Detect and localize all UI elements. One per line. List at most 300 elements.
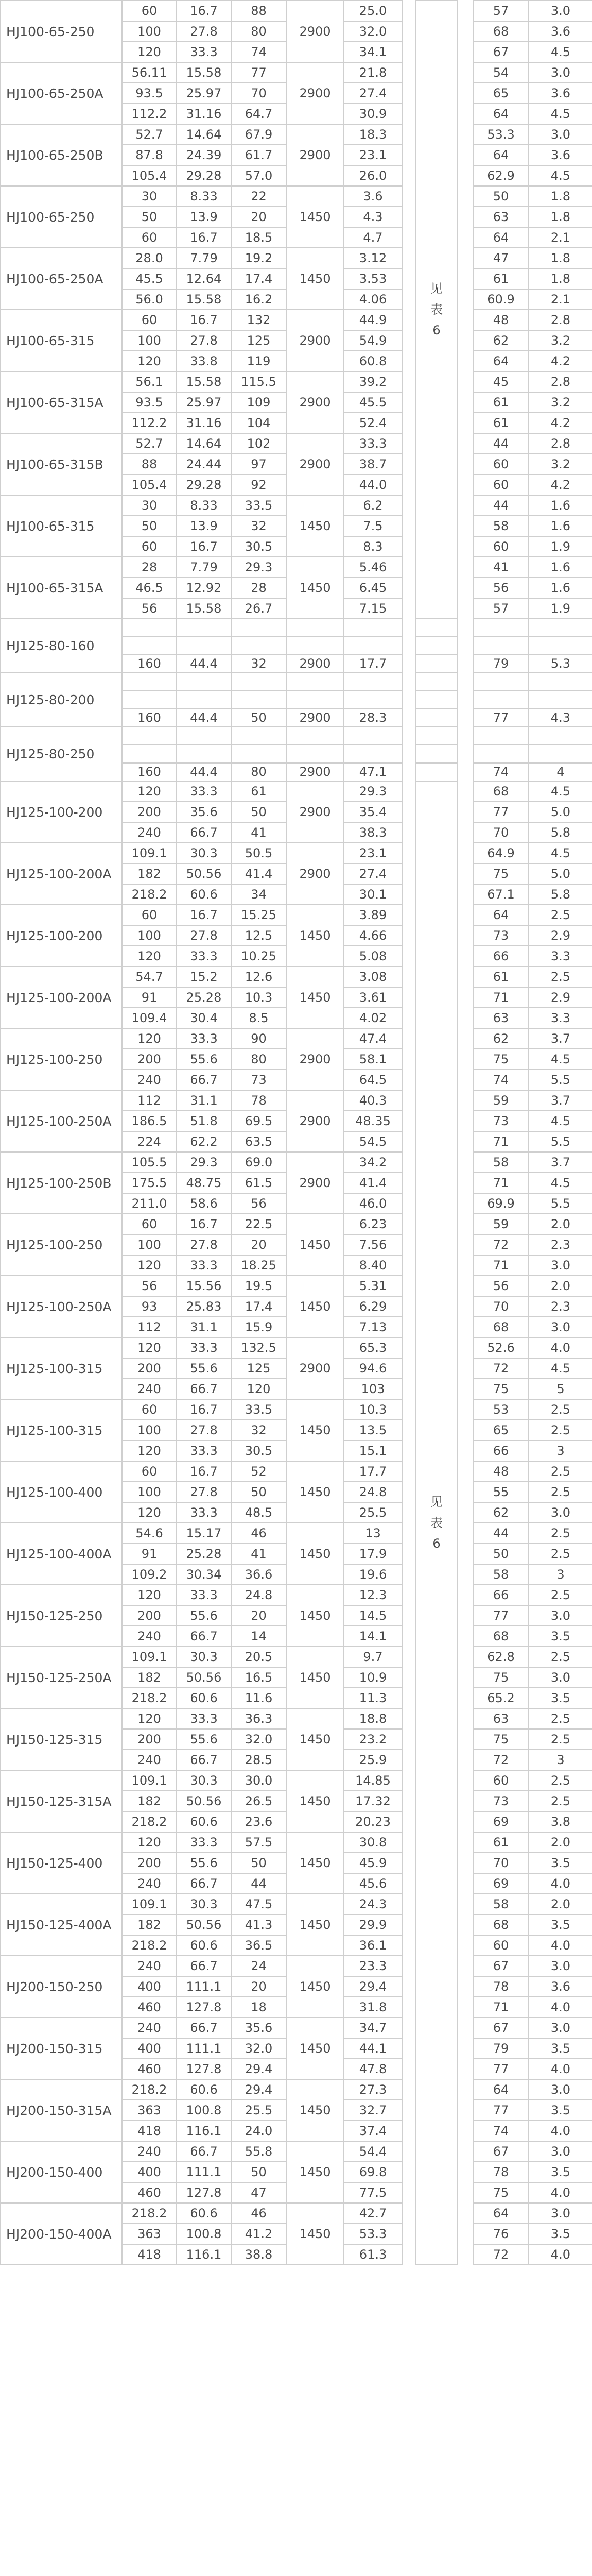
head-cell: 35.6 (231, 2018, 286, 2038)
flow-m3h-cell: 46.5 (122, 578, 177, 598)
spacer-cell (458, 802, 473, 822)
head-cell (231, 637, 286, 655)
speed-cell (286, 727, 344, 745)
spacer-cell (458, 186, 473, 207)
spacer-cell (402, 691, 415, 709)
spacer-cell (458, 1585, 473, 1605)
spacer-cell (402, 2038, 415, 2059)
flow-m3h-cell: 240 (122, 1956, 177, 1976)
npsh-cell: 4.5 (529, 843, 592, 863)
speed-cell: 1450 (286, 905, 344, 967)
flow-ls-cell: 55.6 (177, 1853, 231, 1873)
model-cell: HJ100-65-315B (1, 433, 122, 495)
head-cell: 78 (231, 1090, 286, 1111)
efficiency-cell: 62.8 (473, 1647, 529, 1667)
spacer-cell (458, 1214, 473, 1234)
spacer-cell (458, 1729, 473, 1750)
npsh-cell: 2.5 (529, 1708, 592, 1729)
speed-cell: 2900 (286, 763, 344, 781)
flow-m3h-cell: 240 (122, 1750, 177, 1770)
note-glyph: 表 (430, 302, 443, 317)
npsh-cell: 3.0 (529, 2141, 592, 2162)
efficiency-cell: 63 (473, 1008, 529, 1028)
flow-ls-cell: 30.3 (177, 1770, 231, 1791)
npsh-cell: 4.0 (529, 1873, 592, 1894)
head-cell: 20 (231, 207, 286, 227)
spacer-cell (402, 1647, 415, 1667)
power-cell: 29.9 (344, 1914, 402, 1935)
npsh-cell: 3.0 (529, 1667, 592, 1688)
flow-ls-cell: 33.3 (177, 1255, 231, 1276)
flow-m3h-cell: 54.6 (122, 1523, 177, 1544)
power-cell (344, 727, 402, 745)
npsh-cell: 3.5 (529, 2038, 592, 2059)
speed-cell: 1450 (286, 1461, 344, 1523)
efficiency-cell: 72 (473, 2244, 529, 2265)
model-cell: HJ125-100-400A (1, 1523, 122, 1585)
flow-m3h-cell: 418 (122, 2244, 177, 2265)
head-cell: 47 (231, 2182, 286, 2203)
npsh-cell: 3.0 (529, 62, 592, 83)
table-row (1, 1152, 592, 1173)
spacer-cell (402, 2141, 415, 2162)
flow-ls-cell: 127.8 (177, 2059, 231, 2079)
flow-m3h-cell: 218.2 (122, 1935, 177, 1956)
flow-m3h-cell: 109.1 (122, 843, 177, 863)
spacer-cell (458, 1296, 473, 1317)
flow-ls-cell: 27.8 (177, 1482, 231, 1502)
npsh-cell: 3.5 (529, 2100, 592, 2121)
flow-ls-cell: 24.39 (177, 145, 231, 165)
empty-cell (415, 691, 458, 709)
speed-cell: 1450 (286, 1894, 344, 1956)
spacer-cell (402, 1070, 415, 1090)
efficiency-cell: 73 (473, 1111, 529, 1131)
head-cell: 32 (231, 516, 286, 536)
efficiency-cell: 44 (473, 495, 529, 516)
flow-m3h-cell: 120 (122, 1337, 177, 1358)
flow-ls-cell: 33.8 (177, 351, 231, 371)
head-cell: 22.5 (231, 1214, 286, 1234)
flow-m3h-cell (122, 673, 177, 691)
flow-m3h-cell: 363 (122, 2100, 177, 2121)
efficiency-cell: 52.6 (473, 1337, 529, 1358)
spacer-cell (402, 843, 415, 863)
spacer-cell (458, 1173, 473, 1193)
npsh-cell: 3.6 (529, 145, 592, 165)
spacer-cell (402, 1914, 415, 1935)
head-cell: 69.5 (231, 1111, 286, 1131)
spacer-cell (458, 1605, 473, 1626)
head-cell: 36.6 (231, 1564, 286, 1585)
flow-m3h-cell: 100 (122, 21, 177, 42)
spacer-cell (402, 709, 415, 727)
spacer-cell (402, 1667, 415, 1688)
table-row (1, 905, 592, 925)
power-cell: 36.1 (344, 1935, 402, 1956)
head-cell: 97 (231, 454, 286, 474)
model-cell: HJ125-100-315 (1, 1337, 122, 1399)
head-cell: 47.5 (231, 1894, 286, 1914)
spacer-cell (402, 289, 415, 310)
flow-m3h-cell: 460 (122, 2059, 177, 2079)
npsh-cell: 3.5 (529, 1626, 592, 1647)
model-cell: HJ125-100-200A (1, 967, 122, 1028)
spacer-cell (458, 413, 473, 433)
npsh-cell: 1.6 (529, 557, 592, 578)
flow-ls-cell: 15.56 (177, 1276, 231, 1296)
flow-ls-cell: 27.8 (177, 925, 231, 946)
flow-m3h-cell (122, 619, 177, 637)
npsh-cell: 4.5 (529, 1173, 592, 1193)
flow-m3h-cell: 200 (122, 1853, 177, 1873)
spacer-cell (402, 474, 415, 495)
efficiency-cell: 67 (473, 42, 529, 62)
efficiency-cell: 59 (473, 1090, 529, 1111)
efficiency-cell: 71 (473, 1131, 529, 1152)
head-cell: 125 (231, 330, 286, 351)
spacer-cell (458, 1750, 473, 1770)
flow-ls-cell (177, 673, 231, 691)
head-cell: 18.25 (231, 1255, 286, 1276)
flow-m3h-cell: 112.2 (122, 104, 177, 124)
efficiency-cell: 75 (473, 1049, 529, 1070)
spacer-cell (402, 1708, 415, 1729)
spacer-cell (458, 1482, 473, 1502)
flow-ls-cell: 33.3 (177, 1832, 231, 1853)
flow-m3h-cell: 109.1 (122, 1770, 177, 1791)
flow-m3h-cell: 100 (122, 925, 177, 946)
spacer-cell (458, 330, 473, 351)
npsh-cell: 4.5 (529, 781, 592, 802)
spacer-cell (402, 268, 415, 289)
spacer-cell (458, 516, 473, 536)
spacer-cell (458, 2038, 473, 2059)
table-row (1, 727, 592, 745)
spacer-cell (458, 351, 473, 371)
flow-m3h-cell: 240 (122, 1379, 177, 1399)
spacer-cell (402, 1894, 415, 1914)
spacer-cell (458, 2182, 473, 2203)
head-cell: 11.6 (231, 1688, 286, 1708)
empty-cell (415, 655, 458, 673)
head-cell: 36.3 (231, 1708, 286, 1729)
npsh-cell: 3.7 (529, 1152, 592, 1173)
spacer-cell (402, 21, 415, 42)
npsh-cell: 2.0 (529, 1214, 592, 1234)
flow-ls-cell: 15.58 (177, 598, 231, 619)
efficiency-cell: 57 (473, 1, 529, 21)
spacer-cell (402, 1028, 415, 1049)
spacer-cell (402, 1729, 415, 1750)
npsh-cell: 3.7 (529, 1090, 592, 1111)
flow-m3h-cell: 218.2 (122, 1688, 177, 1708)
efficiency-cell: 58 (473, 1564, 529, 1585)
power-cell: 27.4 (344, 863, 402, 884)
spacer-cell (458, 905, 473, 925)
spacer-cell (458, 268, 473, 289)
empty-cell (415, 745, 458, 763)
efficiency-cell: 78 (473, 2162, 529, 2182)
npsh-cell: 1.8 (529, 268, 592, 289)
flow-ls-cell: 30.3 (177, 1647, 231, 1667)
flow-ls-cell: 44.4 (177, 709, 231, 727)
head-cell: 50 (231, 1853, 286, 1873)
power-cell: 40.3 (344, 1090, 402, 1111)
speed-cell: 1450 (286, 557, 344, 619)
efficiency-cell: 64 (473, 227, 529, 248)
spacer-cell (402, 1, 415, 21)
flow-ls-cell: 31.16 (177, 104, 231, 124)
head-cell: 33.5 (231, 495, 286, 516)
flow-ls-cell: 66.7 (177, 2141, 231, 2162)
spacer-cell (402, 1997, 415, 2018)
spacer-cell (458, 987, 473, 1008)
flow-m3h-cell: 224 (122, 1131, 177, 1152)
power-cell: 45.5 (344, 392, 402, 413)
spacer-cell (458, 454, 473, 474)
efficiency-cell: 74 (473, 763, 529, 781)
power-cell: 27.3 (344, 2079, 402, 2100)
efficiency-cell: 58 (473, 1152, 529, 1173)
flow-m3h-cell: 100 (122, 330, 177, 351)
head-cell: 19.5 (231, 1276, 286, 1296)
flow-ls-cell: 30.3 (177, 1894, 231, 1914)
model-cell: HJ100-65-315 (1, 495, 122, 557)
power-cell: 54.4 (344, 2141, 402, 2162)
power-cell: 30.1 (344, 884, 402, 905)
npsh-cell: 2.3 (529, 1296, 592, 1317)
table-row (1, 1832, 592, 1853)
model-cell: HJ200-150-400A (1, 2203, 122, 2265)
npsh-cell: 5.3 (529, 655, 592, 673)
flow-m3h-cell: 28.0 (122, 248, 177, 268)
power-cell: 28.3 (344, 709, 402, 727)
efficiency-cell: 69 (473, 1811, 529, 1832)
efficiency-cell: 60.9 (473, 289, 529, 310)
flow-ls-cell: 127.8 (177, 1997, 231, 2018)
spacer-cell (402, 1873, 415, 1894)
efficiency-cell: 60 (473, 1770, 529, 1791)
table-row (1, 1894, 592, 1914)
spacer-cell (458, 2244, 473, 2265)
power-cell: 14.5 (344, 1605, 402, 1626)
head-cell: 50.5 (231, 843, 286, 863)
npsh-cell: 3.0 (529, 1, 592, 21)
head-cell: 52 (231, 1461, 286, 1482)
table-row (1, 1276, 592, 1296)
spacer-cell (402, 2162, 415, 2182)
head-cell: 12.5 (231, 925, 286, 946)
power-cell: 26.0 (344, 165, 402, 186)
flow-ls-cell: 33.3 (177, 1708, 231, 1729)
model-cell: HJ100-65-250A (1, 62, 122, 124)
flow-ls-cell: 25.28 (177, 987, 231, 1008)
head-cell: 70 (231, 83, 286, 104)
spacer-cell (458, 673, 473, 691)
power-cell: 17.9 (344, 1544, 402, 1564)
head-cell: 41 (231, 1544, 286, 1564)
efficiency-cell: 64 (473, 2079, 529, 2100)
model-cell: HJ100-65-250A (1, 248, 122, 310)
head-cell: 104 (231, 413, 286, 433)
npsh-cell: 4.2 (529, 351, 592, 371)
efficiency-cell: 61 (473, 413, 529, 433)
flow-m3h-cell: 60 (122, 905, 177, 925)
flow-m3h-cell: 56.1 (122, 371, 177, 392)
power-cell: 41.4 (344, 1173, 402, 1193)
flow-ls-cell: 66.7 (177, 2018, 231, 2038)
head-cell: 18 (231, 1997, 286, 2018)
flow-m3h-cell: 160 (122, 763, 177, 781)
flow-ls-cell: 16.7 (177, 227, 231, 248)
power-cell: 6.29 (344, 1296, 402, 1317)
power-cell: 4.3 (344, 207, 402, 227)
flow-m3h-cell: 60 (122, 1399, 177, 1420)
npsh-cell: 3.0 (529, 1317, 592, 1337)
flow-m3h-cell: 30 (122, 186, 177, 207)
head-cell: 61 (231, 781, 286, 802)
power-cell: 103 (344, 1379, 402, 1399)
efficiency-cell: 70 (473, 1853, 529, 1873)
table-row (1, 2079, 592, 2100)
efficiency-cell (473, 745, 529, 763)
table-row (1, 495, 592, 516)
spacer-cell (402, 1379, 415, 1399)
spacer-cell (402, 1049, 415, 1070)
flow-m3h-cell: 45.5 (122, 268, 177, 289)
flow-ls-cell: 27.8 (177, 1234, 231, 1255)
head-cell: 25.5 (231, 2100, 286, 2121)
flow-m3h-cell: 200 (122, 1605, 177, 1626)
power-cell: 25.0 (344, 1, 402, 21)
spacer-cell (458, 1276, 473, 1296)
spacer-cell (458, 289, 473, 310)
spacer-cell (458, 1997, 473, 2018)
spacer-cell (458, 655, 473, 673)
head-cell: 74 (231, 42, 286, 62)
table-row (1, 2203, 592, 2224)
efficiency-cell: 72 (473, 1234, 529, 1255)
efficiency-cell (473, 673, 529, 691)
spacer-cell (458, 1873, 473, 1894)
npsh-cell: 3.0 (529, 2203, 592, 2224)
power-cell: 94.6 (344, 1358, 402, 1379)
spacer-cell (458, 2059, 473, 2079)
flow-ls-cell: 8.33 (177, 186, 231, 207)
flow-ls-cell: 33.3 (177, 1028, 231, 1049)
flow-ls-cell: 66.7 (177, 1873, 231, 1894)
power-cell: 3.53 (344, 268, 402, 289)
power-cell: 54.9 (344, 330, 402, 351)
npsh-cell: 2.1 (529, 227, 592, 248)
flow-ls-cell: 16.7 (177, 1461, 231, 1482)
power-cell: 9.7 (344, 1647, 402, 1667)
spacer-cell (458, 1, 473, 21)
flow-ls-cell: 51.8 (177, 1111, 231, 1131)
table-row (1, 1956, 592, 1976)
power-cell: 65.3 (344, 1337, 402, 1358)
flow-ls-cell (177, 619, 231, 637)
power-cell: 29.4 (344, 1976, 402, 1997)
efficiency-cell: 68 (473, 781, 529, 802)
speed-cell: 2900 (286, 1028, 344, 1090)
efficiency-cell: 71 (473, 1173, 529, 1193)
power-cell: 25.9 (344, 1750, 402, 1770)
model-cell: HJ150-125-400A (1, 1894, 122, 1956)
efficiency-cell: 57 (473, 598, 529, 619)
spacer-cell (402, 802, 415, 822)
spacer-cell (402, 637, 415, 655)
npsh-cell: 1.8 (529, 207, 592, 227)
head-cell: 80 (231, 21, 286, 42)
flow-m3h-cell: 30 (122, 495, 177, 516)
table-row (1, 1214, 592, 1234)
flow-ls-cell: 116.1 (177, 2121, 231, 2141)
speed-cell: 1450 (286, 248, 344, 310)
flow-m3h-cell: 50 (122, 516, 177, 536)
flow-m3h-cell: 160 (122, 655, 177, 673)
power-cell: 53.3 (344, 2224, 402, 2244)
spacer-cell (402, 2100, 415, 2121)
flow-m3h-cell: 109.1 (122, 1647, 177, 1667)
flow-m3h-cell: 120 (122, 1832, 177, 1853)
flow-ls-cell: 55.6 (177, 1358, 231, 1379)
npsh-cell: 5.5 (529, 1193, 592, 1214)
npsh-cell: 4.5 (529, 165, 592, 186)
flow-m3h-cell: 400 (122, 1976, 177, 1997)
spacer-cell (402, 781, 415, 802)
speed-cell: 1450 (286, 1708, 344, 1770)
spacer-cell (458, 1708, 473, 1729)
note-glyph: 6 (432, 1536, 441, 1551)
efficiency-cell: 58 (473, 1894, 529, 1914)
spacer-cell (402, 1544, 415, 1564)
flow-ls-cell: 33.3 (177, 42, 231, 62)
efficiency-cell: 64 (473, 351, 529, 371)
spacer-cell (458, 2141, 473, 2162)
model-cell: HJ125-100-250 (1, 1214, 122, 1276)
flow-ls-cell: 30.34 (177, 1564, 231, 1585)
power-cell: 4.06 (344, 289, 402, 310)
head-cell: 46 (231, 2203, 286, 2224)
flow-ls-cell: 30.4 (177, 1008, 231, 1028)
flow-ls-cell: 25.97 (177, 392, 231, 413)
table-row (1, 781, 592, 802)
flow-ls-cell: 7.79 (177, 248, 231, 268)
head-cell: 50 (231, 2162, 286, 2182)
spacer-cell (402, 673, 415, 691)
flow-m3h-cell: 60 (122, 310, 177, 330)
spacer-cell (458, 42, 473, 62)
spacer-cell (402, 1832, 415, 1853)
flow-ls-cell: 16.7 (177, 1, 231, 21)
table-row (1, 1028, 592, 1049)
flow-m3h-cell: 120 (122, 42, 177, 62)
spacer-cell (458, 1358, 473, 1379)
power-cell: 30.8 (344, 1832, 402, 1853)
spacer-cell (402, 967, 415, 987)
npsh-cell: 1.8 (529, 248, 592, 268)
flow-m3h-cell: 87.8 (122, 145, 177, 165)
power-cell: 45.9 (344, 1853, 402, 1873)
power-cell: 11.3 (344, 1688, 402, 1708)
speed-cell: 1450 (286, 2079, 344, 2141)
head-cell: 44 (231, 1873, 286, 1894)
power-cell: 7.15 (344, 598, 402, 619)
flow-m3h-cell: 100 (122, 1234, 177, 1255)
flow-ls-cell: 14.64 (177, 124, 231, 145)
